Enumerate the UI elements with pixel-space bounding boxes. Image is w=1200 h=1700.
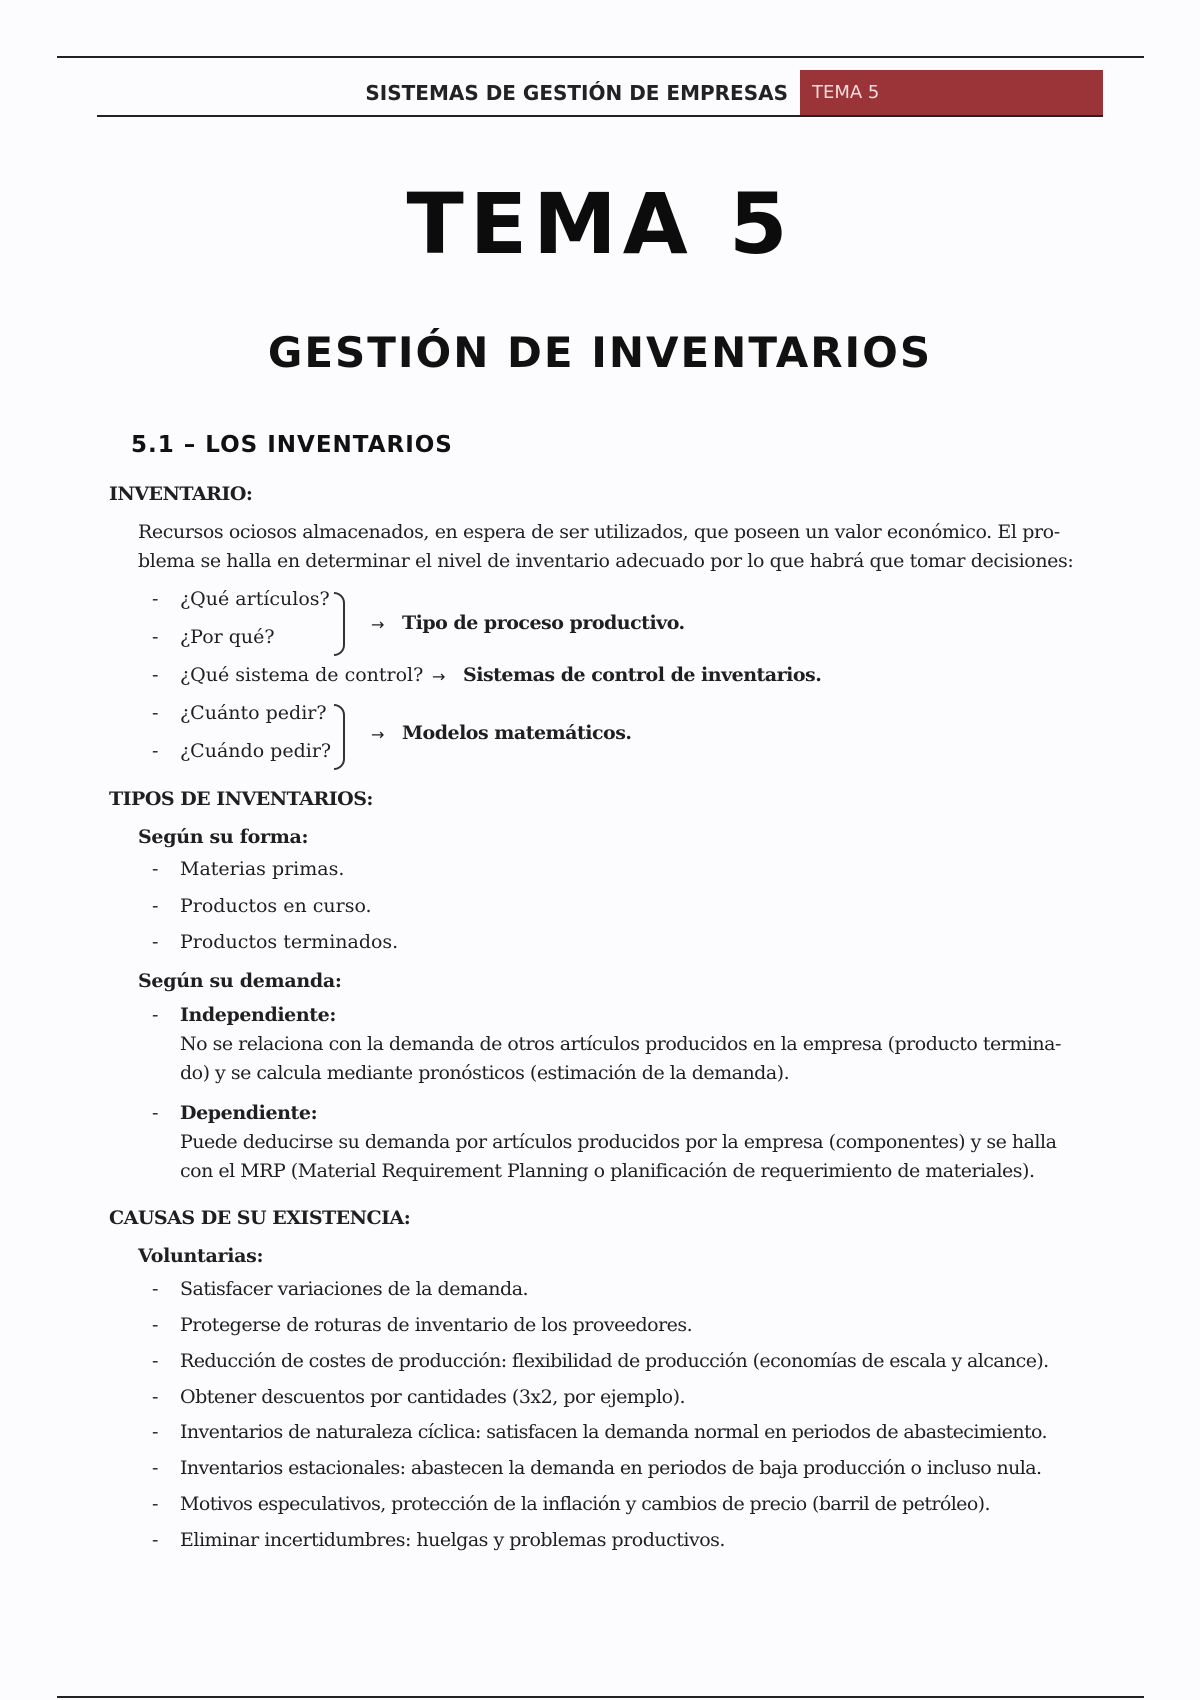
question-que-articulos: ¿Qué artículos? — [180, 588, 330, 610]
inventario-heading: INVENTARIO: — [109, 483, 253, 505]
arrow-icon: → — [371, 725, 385, 744]
question-cuando-pedir: ¿Cuándo pedir? — [180, 740, 332, 762]
tipos-heading: TIPOS DE INVENTARIOS: — [109, 788, 373, 810]
bullet-dash: - — [152, 588, 159, 610]
answer-modelos-matematicos: Modelos matemáticos. — [402, 722, 632, 744]
bullet-dash: - — [152, 858, 159, 880]
bullet-dash: - — [152, 740, 159, 762]
bullet-dash: - — [152, 1386, 159, 1408]
header-title: SISTEMAS DE GESTIÓN DE EMPRESAS — [365, 80, 788, 105]
question-por-que: ¿Por qué? — [180, 626, 275, 648]
bullet-dash: - — [152, 895, 159, 917]
list-item: Productos en curso. — [180, 895, 372, 917]
independiente-line-1: No se relaciona con la demanda de otros artículos producidos en la empresa (producto termina- — [180, 1033, 1061, 1055]
list-item: Eliminar incertidumbres: huelgas y problemas productivos. — [180, 1529, 725, 1551]
list-item: Satisfacer variaciones de la demanda. — [180, 1278, 529, 1300]
section-title: 5.1 – LOS INVENTARIOS — [131, 432, 453, 458]
bullet-dash: - — [152, 1457, 159, 1479]
bullet-dash: - — [152, 702, 159, 724]
inventario-paragraph-line-2: blema se halla en determinar el nivel de inventario adecuado por lo que habrá que tomar decisiones: — [138, 550, 1074, 572]
bullet-dash: - — [152, 1350, 159, 1372]
bottom-rule — [57, 1696, 1144, 1698]
page-header — [97, 70, 1103, 117]
causas-heading: CAUSAS DE SU EXISTENCIA: — [109, 1207, 411, 1229]
question-sistema-control: ¿Qué sistema de control? — [180, 664, 424, 686]
brace-group-2 — [334, 704, 345, 770]
bullet-dash: - — [152, 1529, 159, 1551]
bullet-dash: - — [152, 1314, 159, 1336]
answer-tipo-proceso: Tipo de proceso productivo. — [402, 612, 685, 634]
list-item: Inventarios de naturaleza cíclica: satisfacen la demanda normal en periodos de abastecimiento. — [180, 1421, 1047, 1443]
bullet-dash: - — [152, 664, 159, 686]
bullet-dash: - — [152, 1493, 159, 1515]
arrow-icon: → — [371, 615, 385, 634]
page-subtitle: GESTIÓN DE INVENTARIOS — [267, 328, 933, 377]
bullet-dash: - — [152, 1004, 159, 1026]
dependiente-label: Dependiente: — [180, 1102, 318, 1124]
arrow-icon: → — [432, 667, 446, 686]
independiente-line-2: do) y se calcula mediante pronósticos (estimación de la demanda). — [180, 1062, 790, 1084]
bullet-dash: - — [152, 1421, 159, 1443]
segun-demanda-heading: Según su demanda: — [138, 970, 342, 992]
top-rule — [57, 56, 1144, 58]
segun-forma-heading: Según su forma: — [138, 826, 309, 848]
voluntarias-heading: Voluntarias: — [138, 1245, 264, 1267]
page-title: TEMA 5 — [406, 175, 794, 273]
independiente-label: Independiente: — [180, 1004, 336, 1026]
list-item: Inventarios estacionales: abastecen la demanda en periodos de baja producción o incluso nula. — [180, 1457, 1042, 1479]
bullet-dash: - — [152, 626, 159, 648]
list-item: Motivos especulativos, protección de la inflación y cambios de precio (barril de petróleo). — [180, 1493, 990, 1515]
bullet-dash: - — [152, 1102, 159, 1124]
bullet-dash: - — [152, 931, 159, 953]
question-cuanto-pedir: ¿Cuánto pedir? — [180, 702, 327, 724]
list-item: Productos terminados. — [180, 931, 399, 953]
answer-sistemas-control: Sistemas de control de inventarios. — [463, 664, 822, 686]
list-item: Reducción de costes de producción: flexibilidad de producción (economías de escala y alcance). — [180, 1350, 1049, 1372]
inventario-paragraph-line-1: Recursos ociosos almacenados, en espera de ser utilizados, que poseen un valor económico. El pro- — [138, 521, 1060, 543]
list-item: Materias primas. — [180, 858, 345, 880]
dependiente-line-2: con el MRP (Material Requirement Planning o planificación de requerimiento de materiales). — [180, 1160, 1035, 1182]
brace-group-1 — [334, 592, 345, 656]
bullet-dash: - — [152, 1278, 159, 1300]
list-item: Obtener descuentos por cantidades (3x2, por ejemplo). — [180, 1386, 686, 1408]
list-item: Protegerse de roturas de inventario de los proveedores. — [180, 1314, 693, 1336]
header-badge: TEMA 5 — [800, 70, 1103, 115]
dependiente-line-1: Puede deducirse su demanda por artículos producidos por la empresa (componentes) y se halla — [180, 1131, 1057, 1153]
